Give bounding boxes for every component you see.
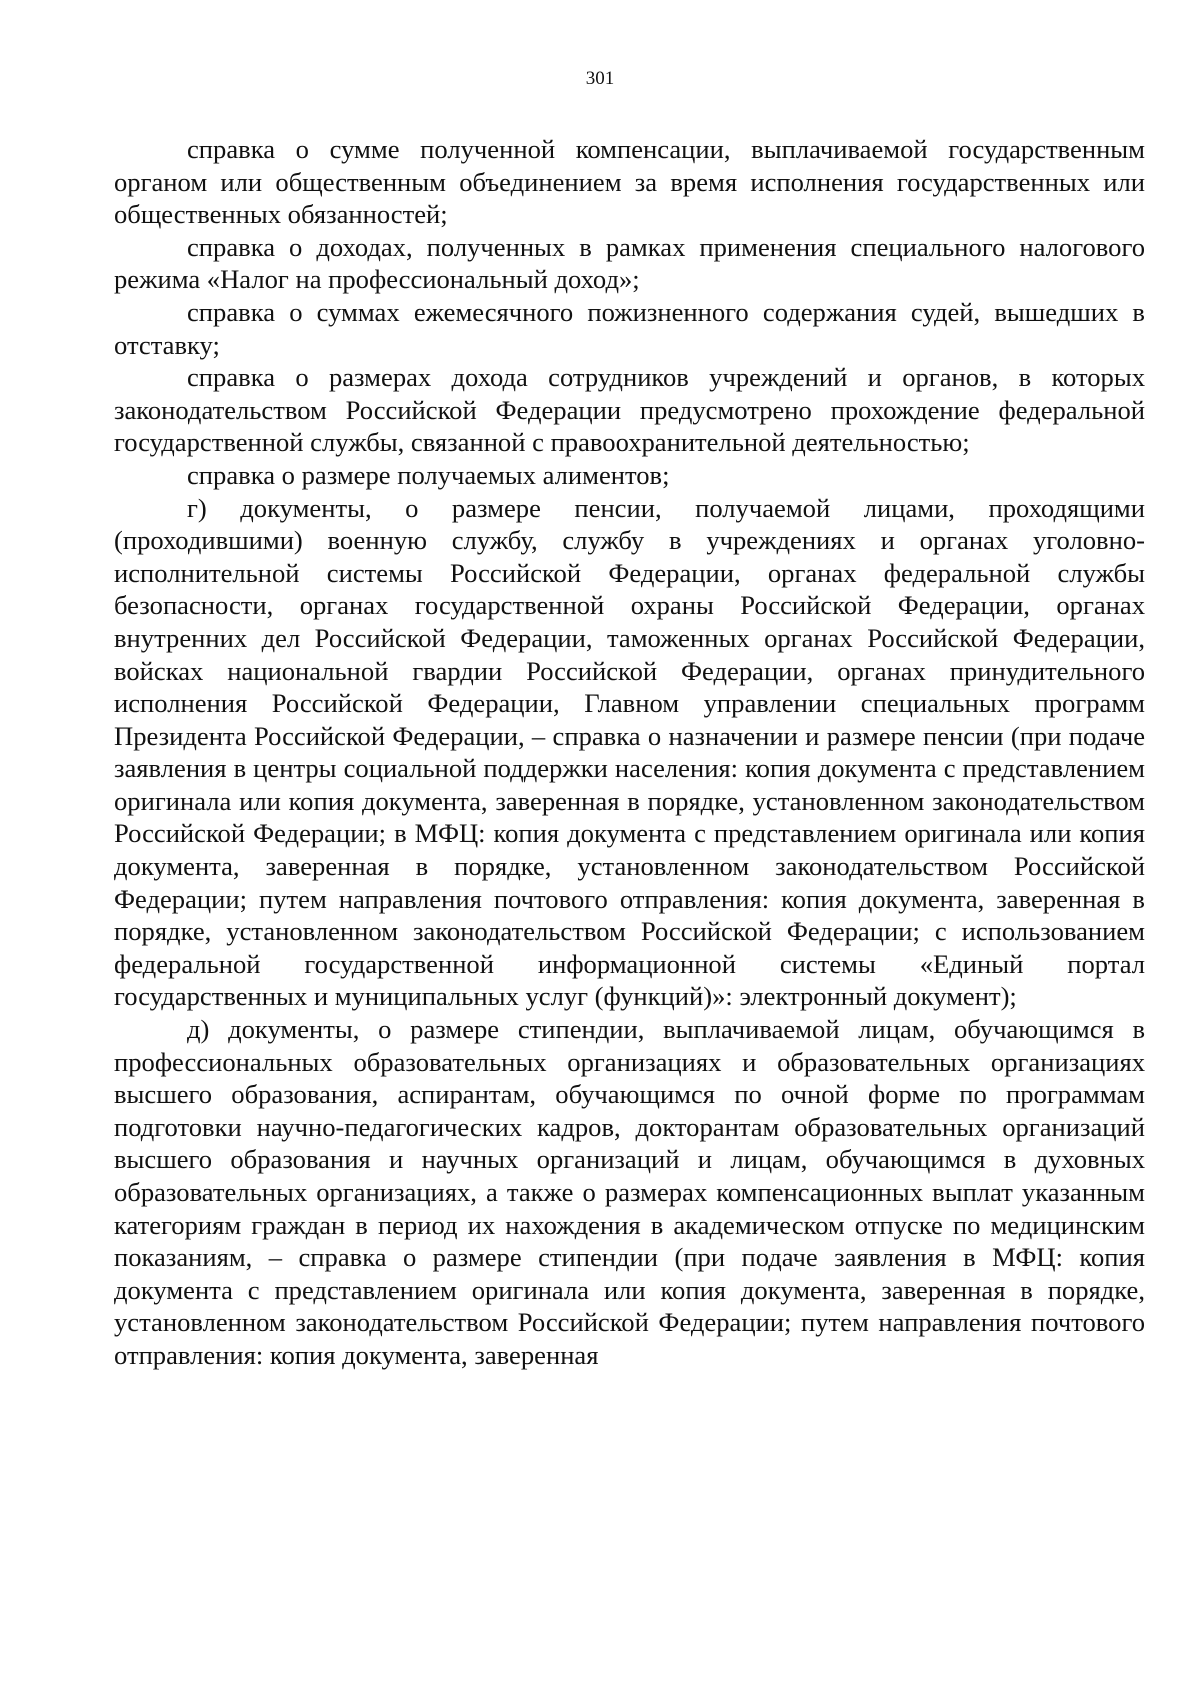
paragraph-compensation-certificate: справка о сумме полученной компенсации, выплачиваемой государственным органом или общественным объединением за время исполнения государственных или общественных обязанностей; — [114, 134, 1145, 230]
paragraph-item-g-pension-documents: г) документы, о размере пенсии, получаемой лицами, проходящими (проходившими) военную службу, службу в учреждениях и органах уголовно-исполнительной системы Российской Федерации, органах федеральной службы безопасности, органах государственной охраны Российской Федерации, органах внутренних дел Российской Федерации, таможенных органах Российской Федерации, войсках национальной гвардии Российской Федерации, органах принудительного исполнения Российской Федерации, Главном управлении специальных программ Президента Российской Федерации, – справка о назначении и размере пенсии (при подаче заявления в центры социальной поддержки населения: копия документа с представлением оригинала или копия документа, заверенная в порядке, установленном законодательством Российской Федерации; в МФЦ: копия документа с представлением оригинала или копия документа, заверенная в порядке, установленном законодательством Российской Федерации; путем направления почтового отправления: копия документа, заверенная в порядке, установленном законодательством Российской Федерации; с использованием федеральной государственной информационной системы «Единый портал государственных и муниципальных услуг (функций)»: электронный документ); — [114, 492, 1145, 1012]
page-number: 301 — [585, 68, 615, 89]
paragraph-law-enforcement-income-certificate: справка о размерах дохода сотрудников учреждений и органов, в которых законодательством Российской Федерации предусмотрено прохождение федеральной государственной службы, связанной с правоохранительной деятельностью; — [114, 362, 1145, 458]
paragraph-item-d-scholarship-documents: д) документы, о размере стипендии, выплачиваемой лицам, обучающимся в профессиональных образовательных организациях и образовательных организациях высшего образования, аспирантам, обучающимся по очной форме по программам подготовки научно-педагогических кадров, докторантам образовательных организаций высшего образования и научных организаций и лицам, обучающимся в духовных образовательных организациях, а также о размерах компенсационных выплат указанным категориям граждан в период их нахождения в академическом отпуске по медицинским показаниям, – справка о размере стипендии (при подаче заявления в МФЦ: копия документа с представлением оригинала или копия документа, заверенная в порядке, установленном законодательством Российской Федерации; путем направления почтового отправления: копия документа, заверенная — [114, 1014, 1145, 1370]
paragraph-alimony-certificate: справка о размере получаемых алиментов; — [187, 459, 670, 490]
paragraph-professional-income-certificate: справка о доходах, полученных в рамках применения специального налогового режима «Налог на профессиональный доход»; — [114, 231, 1145, 295]
document-body — [114, 133, 1145, 1372]
paragraph-judges-allowance-certificate: справка о суммах ежемесячного пожизненного содержания судей, вышедших в отставку; — [114, 296, 1145, 360]
